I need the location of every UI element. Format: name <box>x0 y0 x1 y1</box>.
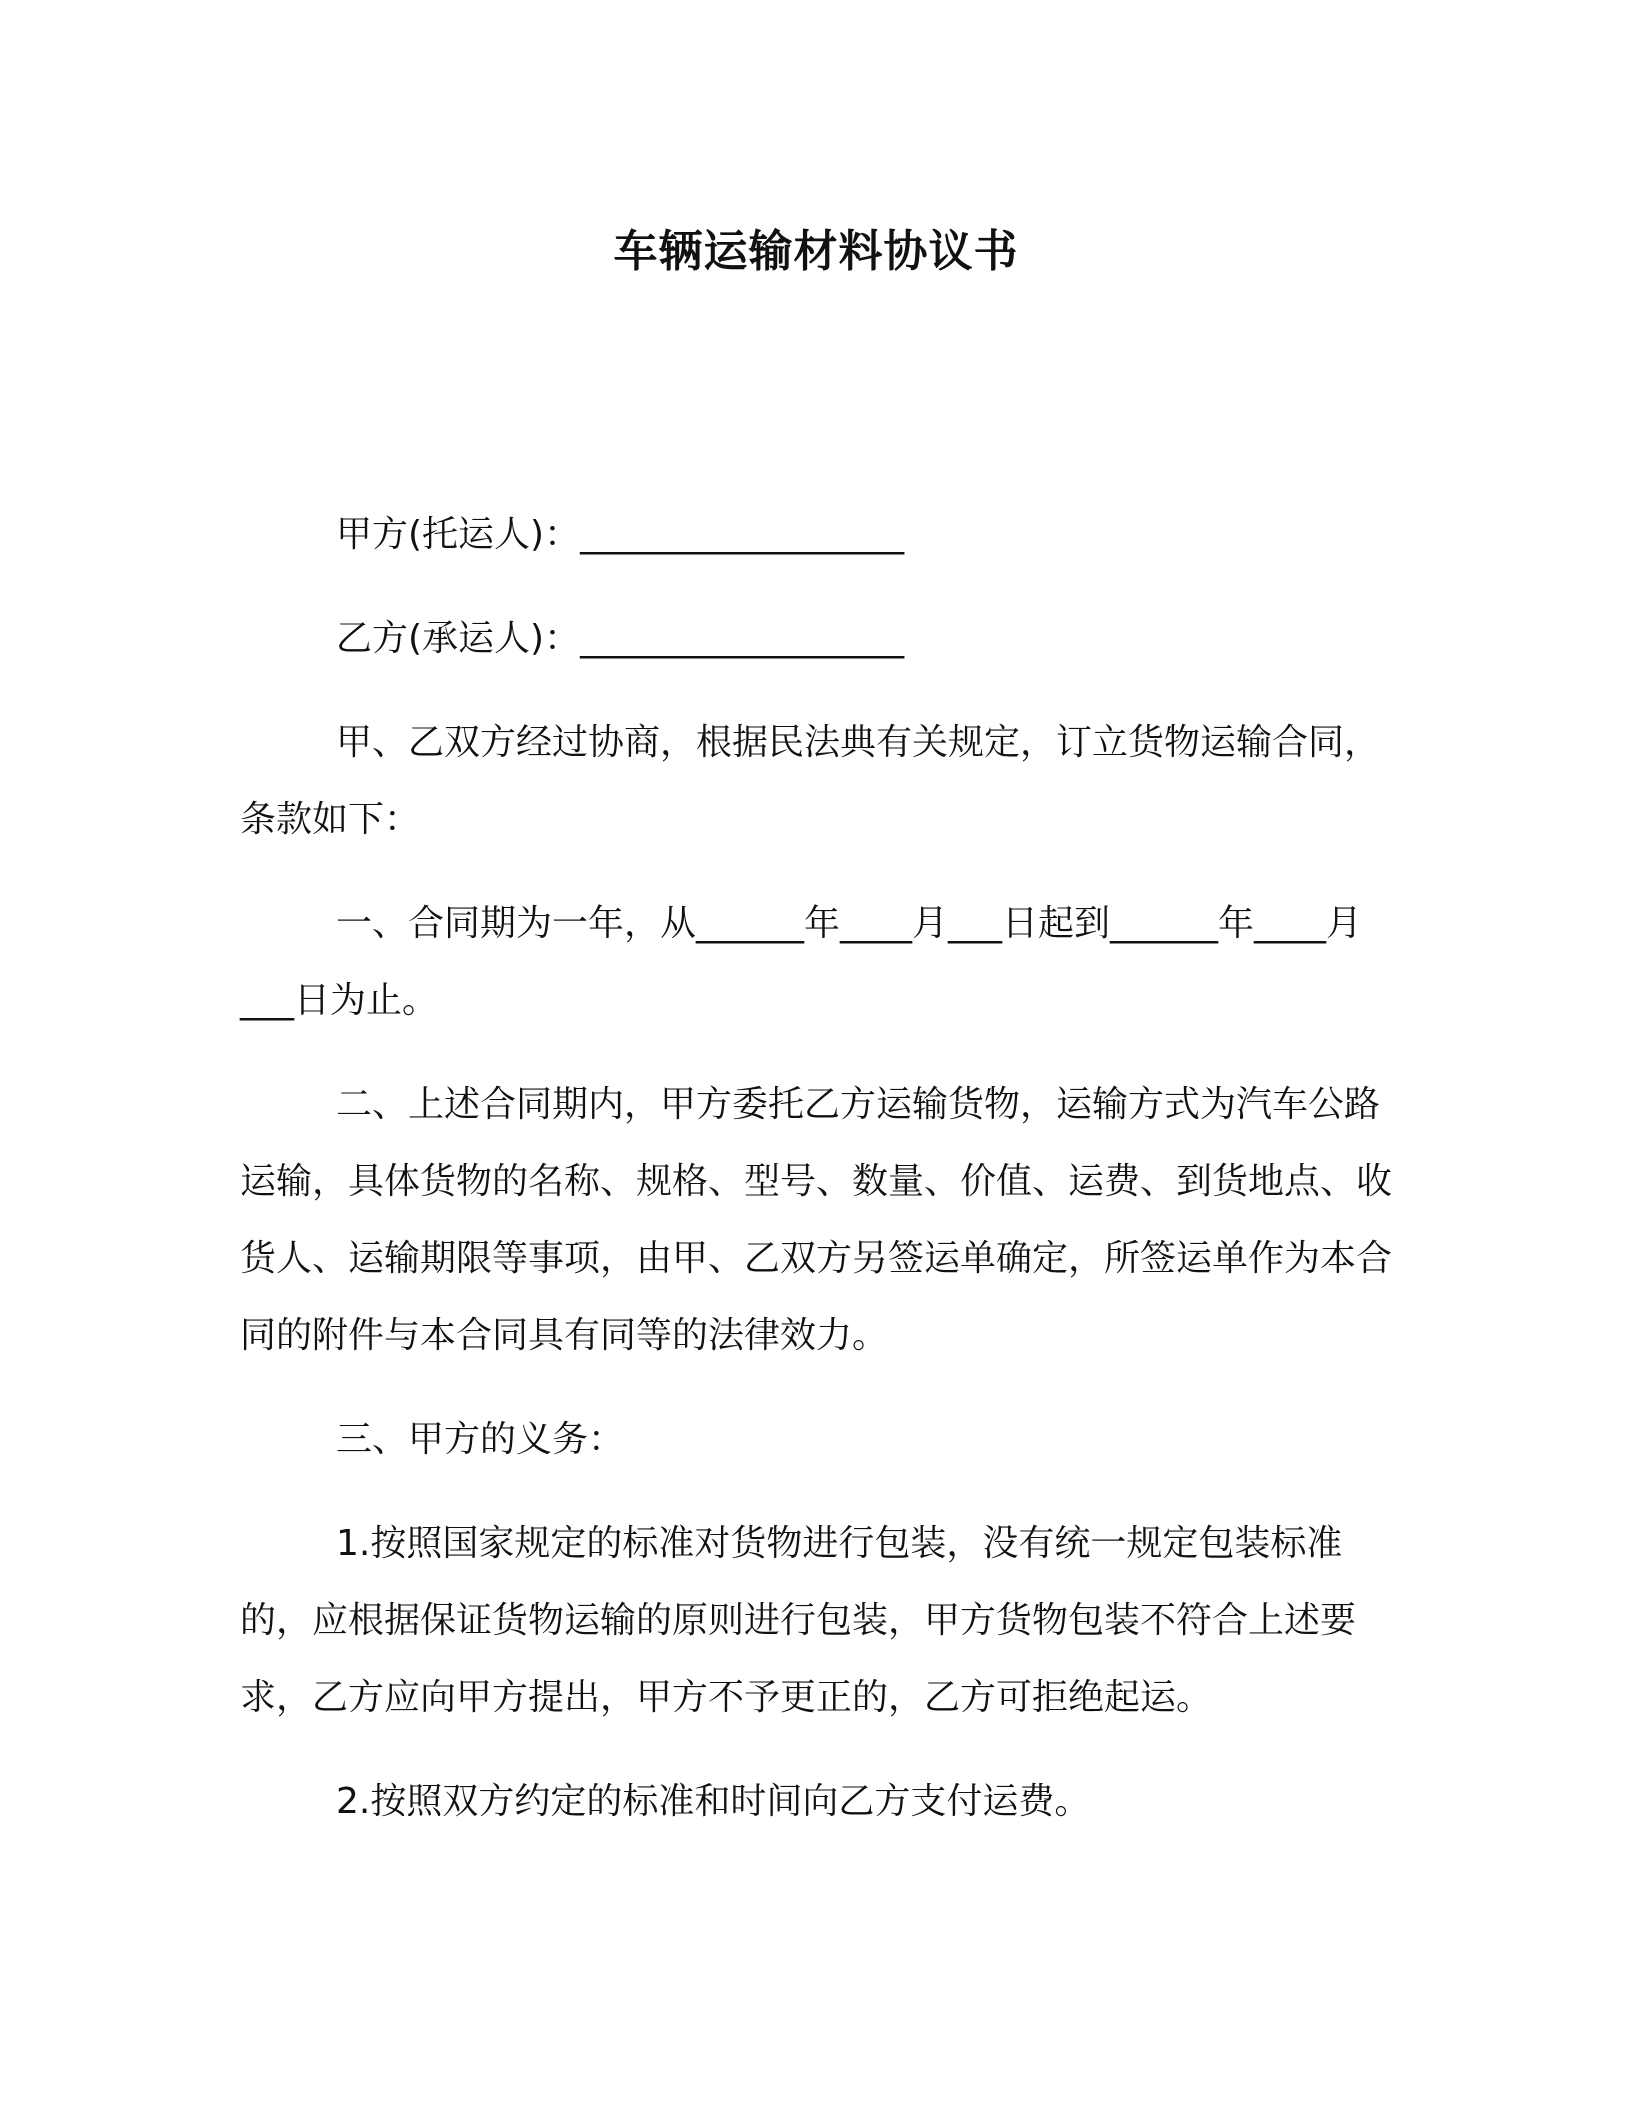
clause-2-scope: 二、上述合同期内，甲方委托乙方运输货物，运输方式为汽车公路运输，具体货物的名称、规格、型号、数量、价值、运费、到货地点、收货人、运输期限等事项，由甲、乙双方另签运单确定，所签运单作为本合同的附件与本合同具有同等的法律效力。 <box>240 1084 1393 1356</box>
party-b-line: 乙方(承运人)：__________________ <box>336 618 905 659</box>
party-a-line: 甲方(托运人)：__________________ <box>336 514 905 555</box>
document-body <box>240 496 1400 1867</box>
document-title: 车辆运输材料协议书 <box>613 226 1019 277</box>
clause-3-item-1: 1.按照国家规定的标准对货物进行包装，没有统一规定包装标准的，应根据保证货物运输的原则进行包装，甲方货物包装不符合上述要求，乙方应向甲方提出，甲方不予更正的，乙方可拒绝起运。 <box>240 1523 1357 1718</box>
intro-paragraph: 甲、乙双方经过协商，根据民法典有关规定，订立货物运输合同，条款如下： <box>240 722 1381 840</box>
clause-3-heading: 三、甲方的义务： <box>336 1419 625 1460</box>
clause-3-item-2: 2.按照双方约定的标准和时间向乙方支付运费。 <box>336 1781 1091 1822</box>
clause-1-term: 一、合同期为一年，从______年____月___日起到______年____月___日为止。 <box>240 903 1363 1021</box>
